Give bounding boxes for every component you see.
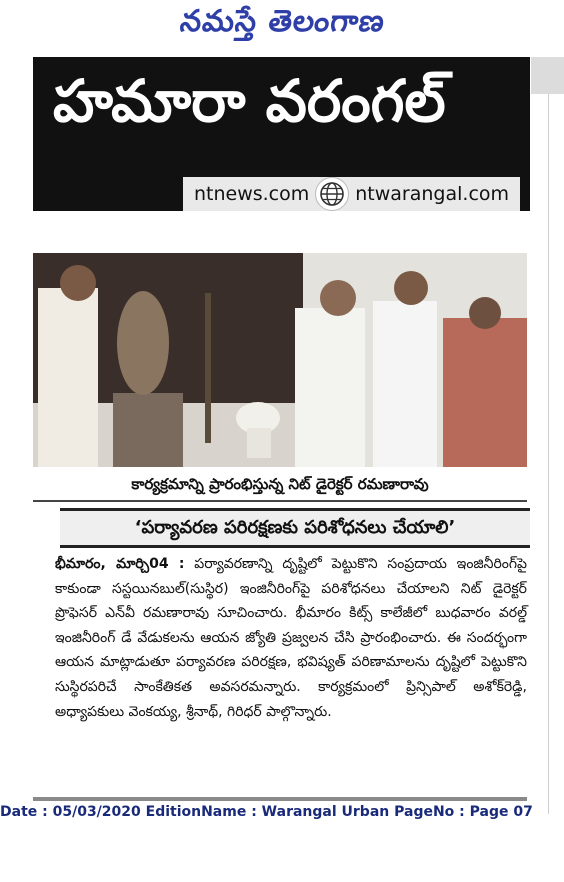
edge-tab bbox=[531, 57, 564, 94]
masthead-title: నమస్తే తెలంగాణ bbox=[177, 4, 388, 39]
banner-title: హమారా వరంగల్ bbox=[53, 67, 446, 135]
event-photo bbox=[33, 253, 527, 467]
photo-caption: కార్యక్రమాన్ని ప్రారంభిస్తున్న నిట్ డైరెక్టర్ రమణారావు bbox=[33, 470, 527, 502]
globe-icon bbox=[315, 177, 349, 211]
article-text: పర్యావరణాన్ని దృష్టిలో పెట్టుకొని సంప్రదాయ ఇంజినీరింగ్‌పై కాకుండా సస్టయినబుల్(సుస్థిర) ఇంజినీరింగ్‌పై పరిశోధనలు చేయాలని నిట్ డైరెక్టర్ ప్రొఫెసర్ ఎన్‌వీ రమణారావు సూచించారు. భీమారం కిట్స్ కాలేజీలో బుధవారం వరల్డ్ ఇంజినీరింగ్ డే వేడుకలను ఆయన జ్యోతి ప్రజ్వలన చేసి ప్రారంభించారు. ఈ సందర్భంగా ఆయన మాట్లాడుతూ పర్యావరణ పరిరక్షణ, భవిష్యత్ పరిణామాలను దృష్టిలో పెట్టుకొని సుస్థిరపరిచే సాంకేతికత అవసరమన్నారు. కార్యక్రమంలో ప్రిన్సిపాల్ అశోక్‌రెడ్డి, అధ్యాపకులు వెంకయ్య, శ్రీనాథ్, గిరిధర్ పాల్గొన్నారు. bbox=[55, 556, 527, 720]
article-headline: ‘పర్యావరణ పరిరక్షణకు పరిశోధనలు చేయాలి’ bbox=[60, 508, 530, 548]
edition-footer: Date : 05/03/2020 EditionName : Warangal Urban PageNo : Page 07 bbox=[0, 804, 533, 820]
url-left: ntnews.com bbox=[193, 183, 310, 205]
masthead bbox=[0, 0, 564, 50]
section-banner bbox=[33, 57, 530, 211]
article-body bbox=[55, 552, 527, 724]
column-divider bbox=[548, 94, 549, 814]
footer-divider bbox=[33, 797, 527, 801]
article-dateline: భీమారం, మార్చి04 : bbox=[55, 556, 185, 572]
url-strip bbox=[183, 177, 520, 211]
url-right: ntwarangal.com bbox=[355, 183, 510, 205]
